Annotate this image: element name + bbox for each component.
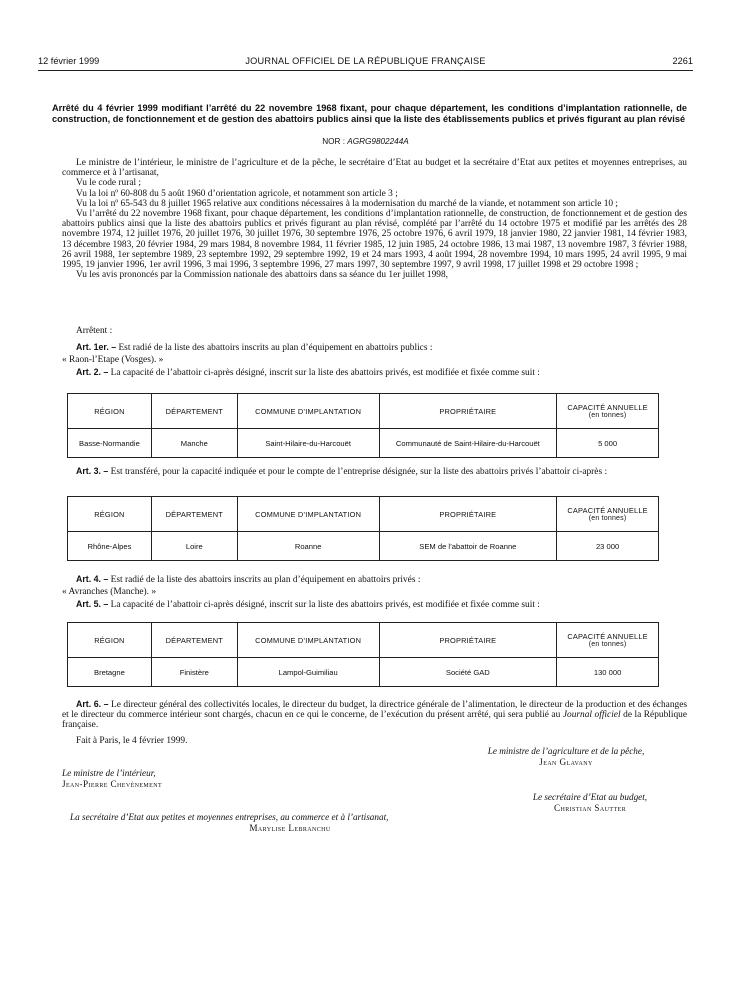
- signatory-name: Jean Glavany: [539, 757, 593, 767]
- article-5-table: [67, 622, 659, 687]
- fait-line: [62, 736, 687, 746]
- preamble-paragraph: Vu les avis prononcés par la Commission nationale des abattoirs dans sa séance du 1er juillet 1998,: [76, 270, 449, 281]
- table-row: [68, 532, 659, 561]
- signatory-title: La secrétaire d’Etat aux petites et moyennes entreprises, au commerce et à l’artisanat,: [70, 812, 389, 822]
- article-4-5: [62, 574, 687, 611]
- cell-departement: Finistère: [151, 658, 237, 687]
- signatory-name: Christian Sautter: [554, 803, 626, 813]
- cell-capacite: 5 000: [557, 429, 659, 458]
- header-divider: [38, 70, 693, 71]
- col-region: RÉGION: [68, 394, 152, 429]
- cell-region: Basse-Normandie: [68, 429, 152, 458]
- article-6-text: Le directeur général des collectivités locales, le directeur du budget, la directrice générale de l’alimentation, le directeur de la production et des échanges et le directeur du commerce intérieur sont chargés, chacun en ce qui le concerne, de l’exécution du présent arrêté, qui sera publié au: [62, 700, 688, 721]
- article-1-item: « Raon-l’Etape (Vosges). »: [62, 355, 164, 366]
- article-3: [62, 466, 687, 477]
- article-5: [62, 599, 687, 610]
- table-header-row: [68, 394, 659, 429]
- capacite-unit: (en tonnes): [588, 515, 627, 522]
- col-commune: COMMUNE D’IMPLANTATION: [237, 623, 379, 658]
- table-row: [68, 429, 659, 458]
- article-4-text: Est radié de la liste des abattoirs inscrits au plan d’équipement en abattoirs privés :: [110, 575, 421, 585]
- preamble-paragraph: Vu l’arrêté du 22 novembre 1968 fixant, pour chaque département, les conditions d’implantation rationnelle, de construction, de fonctionnement et de gestion des abattoirs publics ainsi que la liste des abattoirs publics et privés figurant au plan révisé, complété par l’arrêté du 14 octobre 1975 et modifié par les arrêtés des 28 novembre 1974, 12 juillet 1976, 20 juillet 1976, 30 juillet 1976, 30 septembre 1976, 25 octobre 1976, 6 avril 1979, 18 janvier 1980, 22 janvier 1981, 14 février 1983, 13 décembre 1983, 20 février 1984, 29 mars 1984, 8 novembre 1984, 11 février 1985, 12 juin 1985, 24 octobre 1986, 13 mai 1987, 13 novembre 1987, 3 février 1988, 26 avril 1988, 1er septembre 1989, 23 septembre 1992, 29 septembre 1992, 19 et 24 mars 1993, 4 août 1994, 28 novembre 1994, 10 mars 1995, 24 avril 1995, 9 mai 1995, 19 janvier 1996, 1er avril 1996, 3 mai 1996, 3 septembre 1996, 27 mars 1997, 30 septembre 1997, 9 avril 1998, 17 juillet 1998 et 29 octobre 1998 ;: [62, 209, 687, 271]
- nor-reference: [0, 137, 731, 146]
- preamble-paragraph: Le ministre de l’intérieur, le ministre de l’agriculture et de la pêche, le secrétaire d’Etat au budget et la secrétaire d’Etat aux petites et moyennes entreprises, au commerce et à l’artisanat,: [62, 158, 687, 179]
- cell-departement: Loire: [151, 532, 237, 561]
- cell-departement: Manche: [151, 429, 237, 458]
- article-3-text: Est transféré, pour la capacité indiquée et pour le compte de l’entreprise désignée, sur la liste des abattoirs privés l’abattoir ci-après :: [110, 467, 608, 477]
- article-3-table: [67, 496, 659, 561]
- signatory-name: Marylise Lebranchu: [249, 823, 331, 833]
- col-region: RÉGION: [68, 623, 152, 658]
- signature-pme: [70, 812, 450, 834]
- col-commune: COMMUNE D’IMPLANTATION: [237, 394, 379, 429]
- article-4-label: Art. 4. –: [76, 574, 109, 584]
- nor-label: NOR :: [322, 137, 345, 146]
- article-6: [62, 699, 687, 731]
- article-6-paragraph: [62, 699, 687, 731]
- decree-title: Arrêté du 4 février 1999 modifiant l’arrêté du 22 novembre 1968 fixant, pour chaque département, les conditions d’implantation rationnelle, de construction, de fonctionnement et de gestion des abattoirs publics ainsi que la liste des établissements publics et privés figurant au plan révisé: [52, 103, 687, 124]
- capacite-unit: (en tonnes): [588, 641, 627, 648]
- cell-region: Rhône-Alpes: [68, 532, 152, 561]
- signature-interieur: [62, 768, 162, 790]
- signature-agriculture: [466, 746, 666, 768]
- signatory-title: Le ministre de l’intérieur,: [62, 768, 156, 778]
- arretent-line: Arrêtent :: [76, 326, 113, 336]
- article-3-label: Art. 3. –: [76, 466, 109, 476]
- page-number: 2261: [672, 56, 693, 66]
- signature-budget: [520, 792, 660, 814]
- article-4: [62, 574, 687, 585]
- capacite-label: CAPACITÉ ANNUELLE: [567, 403, 648, 412]
- preamble-paragraph: Vu la loi nº 65-543 du 8 juillet 1965 relative aux conditions nécessaires à la modernisation du marché de la viande, et notamment son article 10 ;: [76, 198, 619, 209]
- article-5-label: Art. 5. –: [76, 599, 109, 610]
- article-1-label: Art. 1er. –: [76, 342, 117, 352]
- nor-code: AGRG9802244A: [347, 137, 409, 146]
- running-header: [38, 56, 693, 70]
- article-4-item: « Avranches (Manche). »: [62, 587, 157, 598]
- col-departement: DÉPARTEMENT: [151, 394, 237, 429]
- journal-title: JOURNAL OFFICIEL DE LA RÉPUBLIQUE FRANÇAISE: [245, 56, 486, 66]
- article-2-table: [67, 393, 659, 458]
- table-row: [68, 658, 659, 687]
- journal-officiel-ref: Journal officiel: [562, 710, 621, 721]
- col-capacite: [557, 497, 659, 532]
- cell-commune: Saint-Hilaire-du-Harcouët: [237, 429, 379, 458]
- article-6-label: Art. 6. –: [76, 699, 109, 709]
- article-1-2: [62, 342, 687, 379]
- cell-capacite: 130 000: [557, 658, 659, 687]
- col-proprietaire: PROPRIÉTAIRE: [379, 623, 557, 658]
- article-1-text: Est radié de la liste des abattoirs inscrits au plan d’équipement en abattoirs publics :: [118, 343, 433, 353]
- col-capacite: [557, 394, 659, 429]
- article-5-text: La capacité de l’abattoir ci-après désigné, inscrit sur la liste des abattoirs privés, est modifiée et fixée comme suit :: [110, 600, 540, 611]
- preamble: [62, 158, 687, 280]
- col-proprietaire: PROPRIÉTAIRE: [379, 497, 557, 532]
- article-3-paragraph: [62, 466, 687, 477]
- capacite-label: CAPACITÉ ANNUELLE: [567, 506, 648, 515]
- col-departement: DÉPARTEMENT: [151, 623, 237, 658]
- table-header-row: [68, 497, 659, 532]
- col-proprietaire: PROPRIÉTAIRE: [379, 394, 557, 429]
- article-2-label: Art. 2. –: [76, 367, 109, 378]
- arretent-block: [62, 326, 687, 336]
- place-date: Fait à Paris, le 4 février 1999.: [76, 736, 188, 746]
- col-capacite: [557, 623, 659, 658]
- preamble-paragraph: Vu la loi nº 60-808 du 5 août 1960 d’orientation agricole, et notamment son article 3 ;: [76, 188, 398, 199]
- issue-date: 12 février 1999: [38, 56, 100, 66]
- cell-commune: Lampol-Guimiliau: [237, 658, 379, 687]
- signatory-title: Le secrétaire d’Etat au budget,: [532, 792, 648, 802]
- col-commune: COMMUNE D’IMPLANTATION: [237, 497, 379, 532]
- cell-commune: Roanne: [237, 532, 379, 561]
- article-1: [62, 342, 687, 353]
- signatory-title: Le ministre de l’agriculture et de la pêche,: [487, 746, 645, 756]
- capacite-label: CAPACITÉ ANNUELLE: [567, 632, 648, 641]
- preamble-paragraph: Vu le code rural ;: [76, 178, 142, 189]
- signatory-name: Jean-Pierre Chevènement: [62, 779, 163, 789]
- table-header-row: [68, 623, 659, 658]
- cell-capacite: 23 000: [557, 532, 659, 561]
- article-6-text-end: de la République française.: [62, 710, 688, 731]
- col-region: RÉGION: [68, 497, 152, 532]
- article-2-text: La capacité de l’abattoir ci-après désigné, inscrit sur la liste des abattoirs privés, est modifiée et fixée comme suit :: [110, 368, 540, 379]
- cell-proprietaire: Société GAD: [379, 658, 557, 687]
- article-2: [62, 367, 687, 378]
- cell-region: Bretagne: [68, 658, 152, 687]
- col-departement: DÉPARTEMENT: [151, 497, 237, 532]
- cell-proprietaire: Communauté de Saint-Hilaire-du-Harcouët: [379, 429, 557, 458]
- capacite-unit: (en tonnes): [588, 412, 627, 419]
- cell-proprietaire: SEM de l’abattoir de Roanne: [379, 532, 557, 561]
